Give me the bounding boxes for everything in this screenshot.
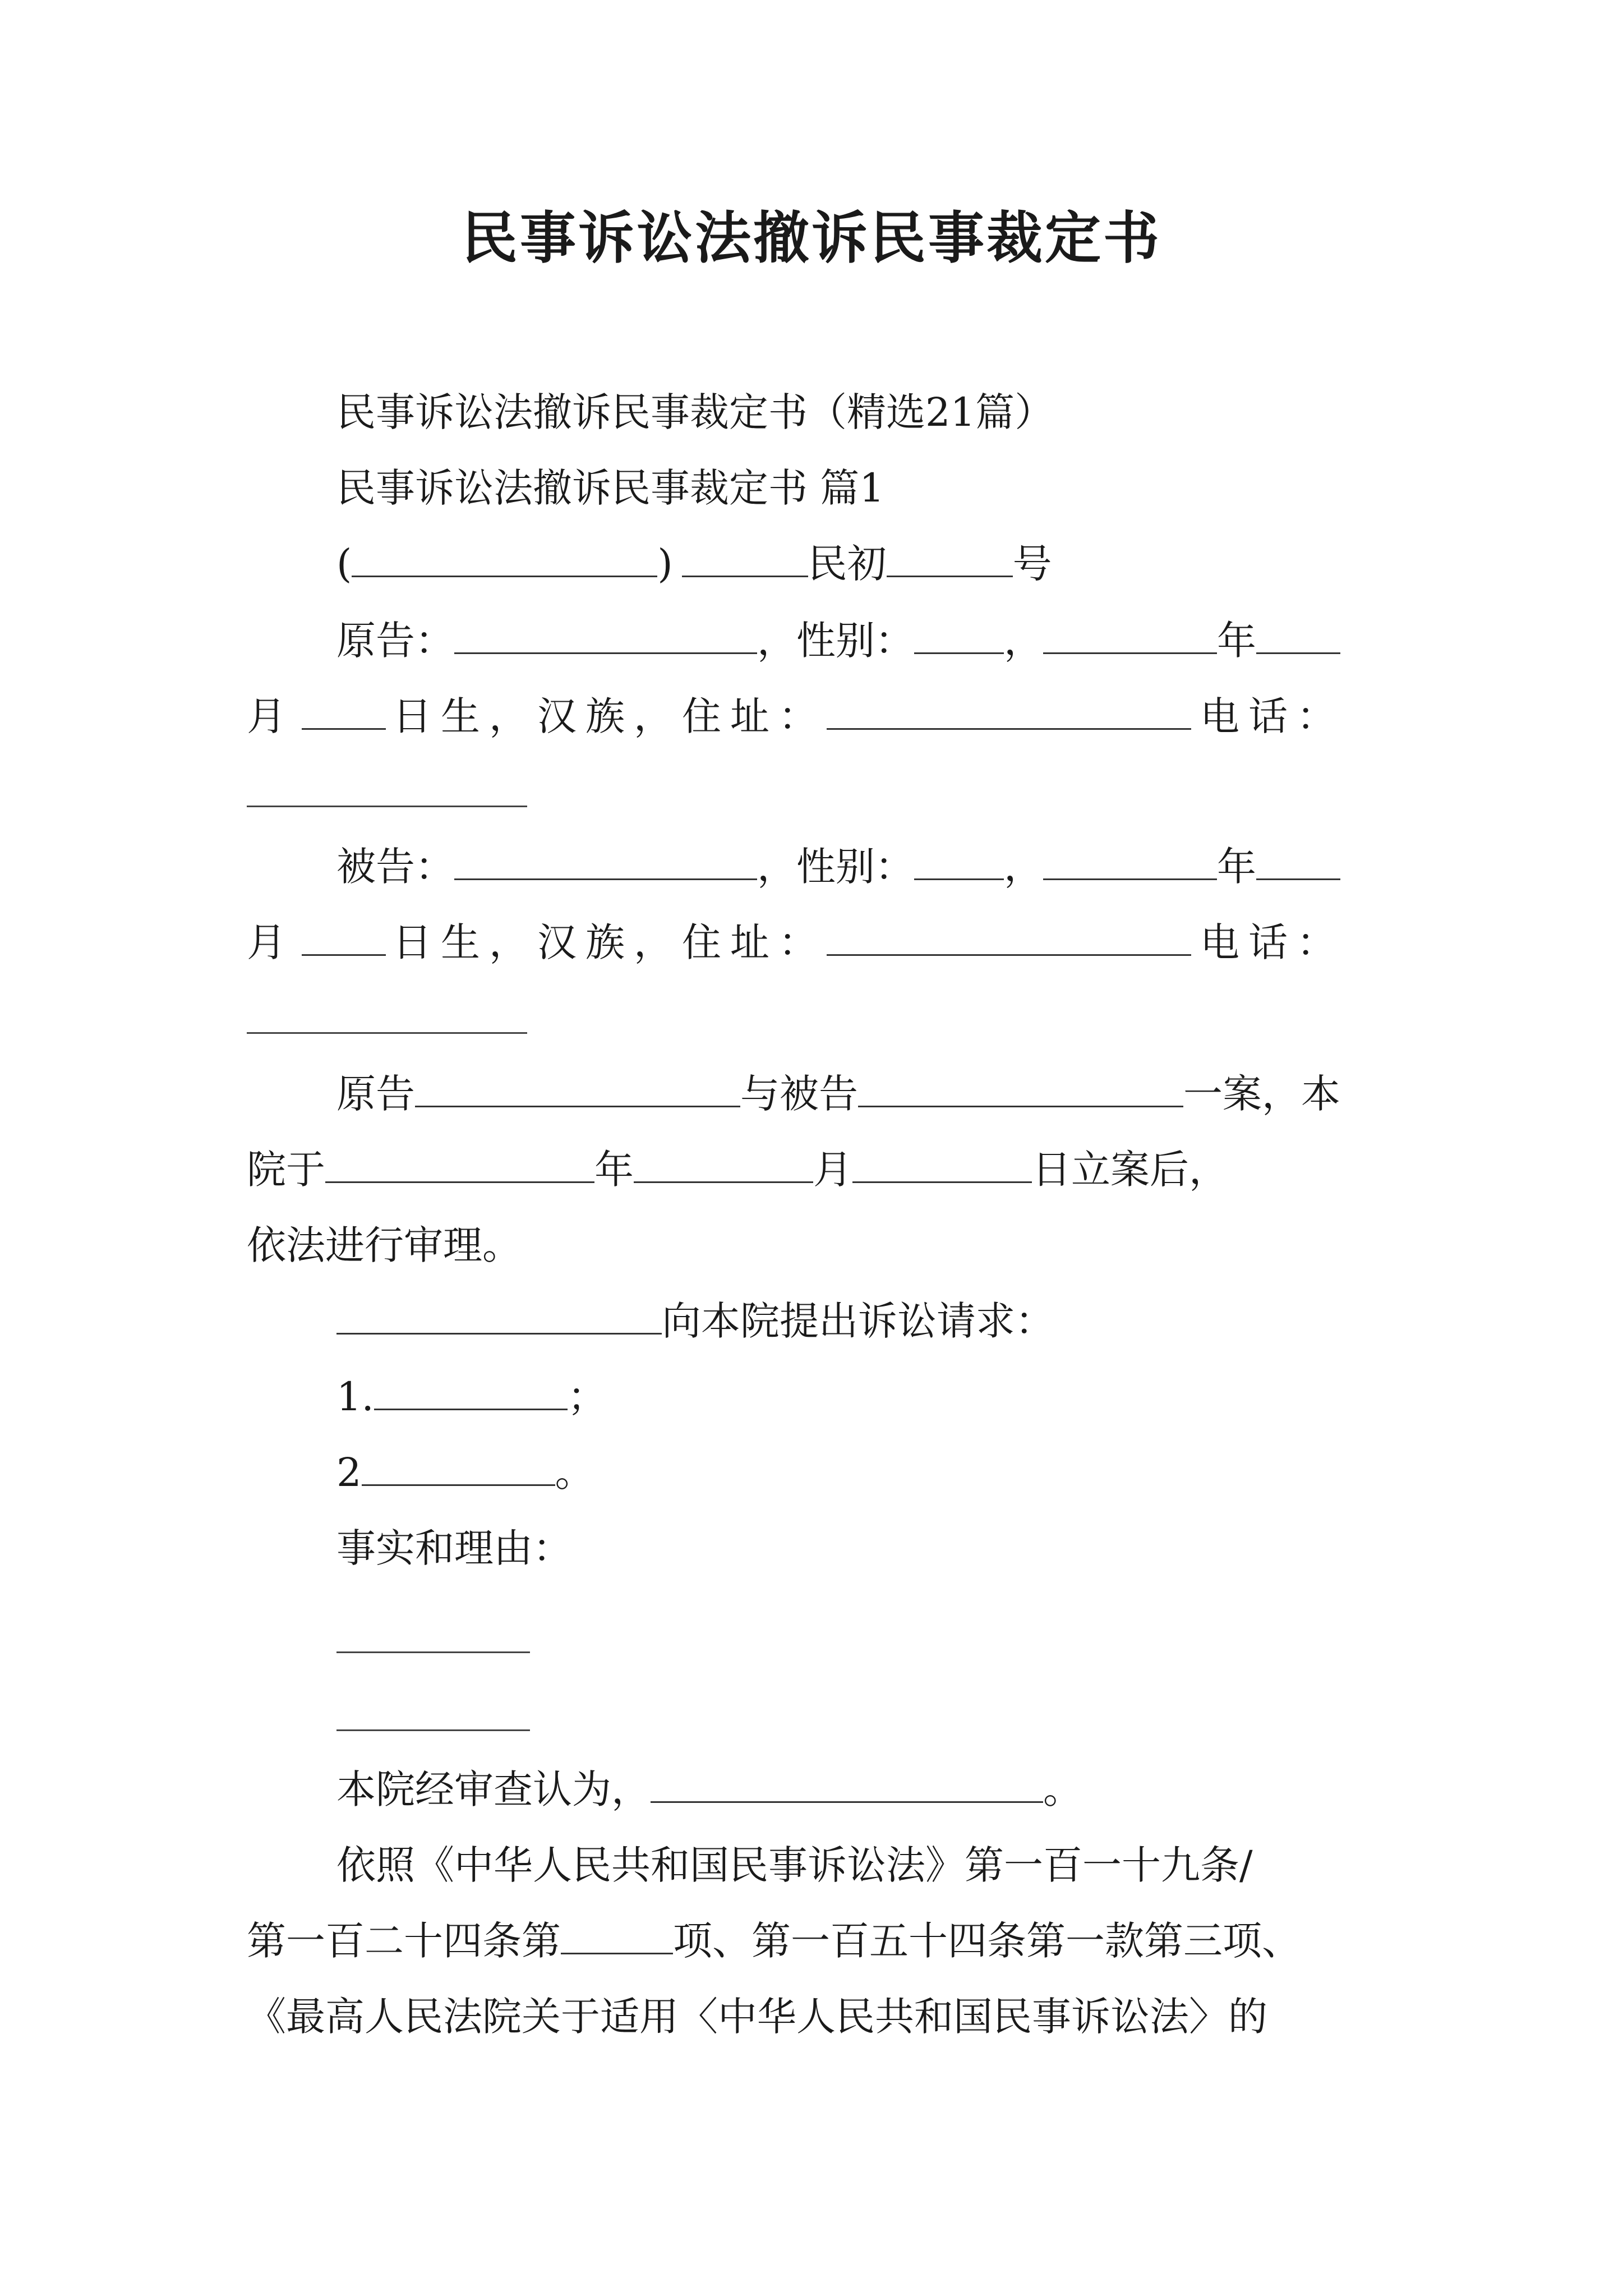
case-plaintiff-blank bbox=[415, 1070, 740, 1107]
case-para-line-3: 依法进行审理。 bbox=[247, 1222, 522, 1268]
legal-basis-line-2 bbox=[247, 1916, 1301, 1966]
claim-1-number: 1. bbox=[336, 1374, 374, 1420]
plaintiff-label: 原告： bbox=[336, 618, 454, 664]
claim-2-blank bbox=[362, 1448, 555, 1486]
plaintiff-phone-label: 电话： bbox=[1200, 693, 1345, 739]
filing-day-label: 日立案后， bbox=[1032, 1147, 1228, 1193]
document-title: 民事诉讼法撤诉民事裁定书 bbox=[462, 205, 1161, 271]
filing-month-label: 月 bbox=[813, 1147, 852, 1193]
plaintiff-comma: ， bbox=[1004, 618, 1043, 664]
plaintiff-phone-blank bbox=[247, 806, 527, 807]
plaintiff-line-2 bbox=[247, 691, 1345, 742]
plaintiff-year-label: 年 bbox=[1217, 618, 1256, 664]
year-blank bbox=[682, 540, 808, 577]
defendant-name-blank bbox=[454, 843, 757, 880]
defendant-birth-day-blank bbox=[302, 918, 386, 956]
claim-1-end: ； bbox=[567, 1374, 607, 1420]
claim-item-2 bbox=[336, 1447, 594, 1498]
plaintiff-line-1 bbox=[336, 615, 1340, 666]
claimant-blank bbox=[336, 1297, 662, 1335]
court-opinion-line bbox=[336, 1764, 1082, 1815]
court-opinion-blank bbox=[651, 1765, 1043, 1803]
filing-day-blank bbox=[852, 1145, 1032, 1183]
defendant-phone-blank bbox=[247, 1032, 527, 1034]
court-opinion-end: 。 bbox=[1043, 1766, 1082, 1812]
claim-1-blank bbox=[374, 1373, 568, 1410]
defendant-label: 被告： bbox=[336, 844, 454, 890]
case-no-hao: 号 bbox=[1012, 541, 1052, 587]
defendant-address-blank bbox=[827, 918, 1191, 956]
case-defendant-blank bbox=[858, 1070, 1183, 1107]
defendant-birth-month-blank bbox=[1256, 843, 1340, 880]
facts-blank-2 bbox=[336, 1729, 530, 1731]
defendant-year-label: 年 bbox=[1217, 844, 1256, 890]
case-para-defendant-word: 与被告 bbox=[740, 1071, 858, 1117]
case-para-case-word: 一案，本 bbox=[1183, 1071, 1340, 1117]
defendant-gender-blank bbox=[914, 843, 1004, 880]
filing-month-blank bbox=[634, 1145, 813, 1183]
defendant-month-label: 月 bbox=[247, 919, 295, 965]
plaintiff-birth-year-blank bbox=[1043, 616, 1217, 654]
case-no-minchu: 民初 bbox=[808, 541, 887, 587]
document-subtitle: 民事诉讼法撤诉民事裁定书（精选21篇） bbox=[336, 389, 1054, 435]
case-para-line-1 bbox=[336, 1069, 1340, 1119]
legal-basis-line-1: 依照《中华人民共和国民事诉讼法》第一百一十九条/ bbox=[336, 1842, 1253, 1888]
plaintiff-month-label: 月 bbox=[247, 693, 295, 739]
case-no-open-paren: ( bbox=[336, 541, 352, 587]
defendant-phone-label: 电话： bbox=[1200, 919, 1345, 965]
defendant-comma: ， bbox=[1004, 844, 1043, 890]
claim-2-number: 2 bbox=[336, 1450, 362, 1496]
filing-year-blank bbox=[325, 1145, 594, 1183]
case-seq-blank bbox=[887, 540, 1013, 577]
legal-basis-article-124: 第一百二十四条第 bbox=[247, 1918, 561, 1964]
plaintiff-address-blank bbox=[827, 692, 1191, 730]
claims-intro: 向本院提出诉讼请求： bbox=[662, 1298, 1054, 1344]
legal-basis-line-3: 《最高人民法院关于适用〈中华人民共和国民事诉讼法〉的 bbox=[247, 1994, 1267, 2040]
claim-2-end: 。 bbox=[555, 1450, 594, 1496]
claims-intro-line bbox=[336, 1296, 1054, 1346]
case-para-plaintiff-word: 原告 bbox=[336, 1071, 415, 1117]
facts-label: 事实和理由： bbox=[336, 1525, 572, 1571]
plaintiff-gender-blank bbox=[914, 616, 1004, 654]
defendant-gender-label: ，性别： bbox=[757, 844, 914, 890]
section-heading: 民事诉讼法撤诉民事裁定书 篇1 bbox=[336, 465, 884, 511]
case-number-line bbox=[336, 539, 1052, 589]
case-no-close-paren: ) bbox=[657, 541, 673, 587]
case-para-court-on: 院于 bbox=[247, 1147, 325, 1193]
article-item-blank bbox=[561, 1917, 673, 1954]
legal-basis-article-154: 项、第一百五十四条第一款第三项、 bbox=[673, 1918, 1301, 1964]
plaintiff-birth-day-blank bbox=[302, 692, 386, 730]
facts-blank-1 bbox=[336, 1651, 530, 1653]
plaintiff-gender-label: ，性别： bbox=[757, 618, 914, 664]
claim-item-1 bbox=[336, 1372, 607, 1422]
plaintiff-name-blank bbox=[454, 616, 757, 654]
plaintiff-day-line: 日生，汉族，住址： bbox=[393, 693, 827, 739]
court-name-blank bbox=[352, 540, 657, 577]
court-opinion-start: 本院经审查认为， bbox=[336, 1766, 651, 1812]
defendant-line-1 bbox=[336, 841, 1340, 892]
case-para-line-2 bbox=[247, 1144, 1228, 1195]
defendant-birth-year-blank bbox=[1043, 843, 1217, 880]
defendant-day-line: 日生，汉族，住址： bbox=[393, 919, 827, 965]
defendant-line-2 bbox=[247, 917, 1345, 968]
filing-year-label: 年 bbox=[594, 1147, 634, 1193]
plaintiff-birth-month-blank bbox=[1256, 616, 1340, 654]
